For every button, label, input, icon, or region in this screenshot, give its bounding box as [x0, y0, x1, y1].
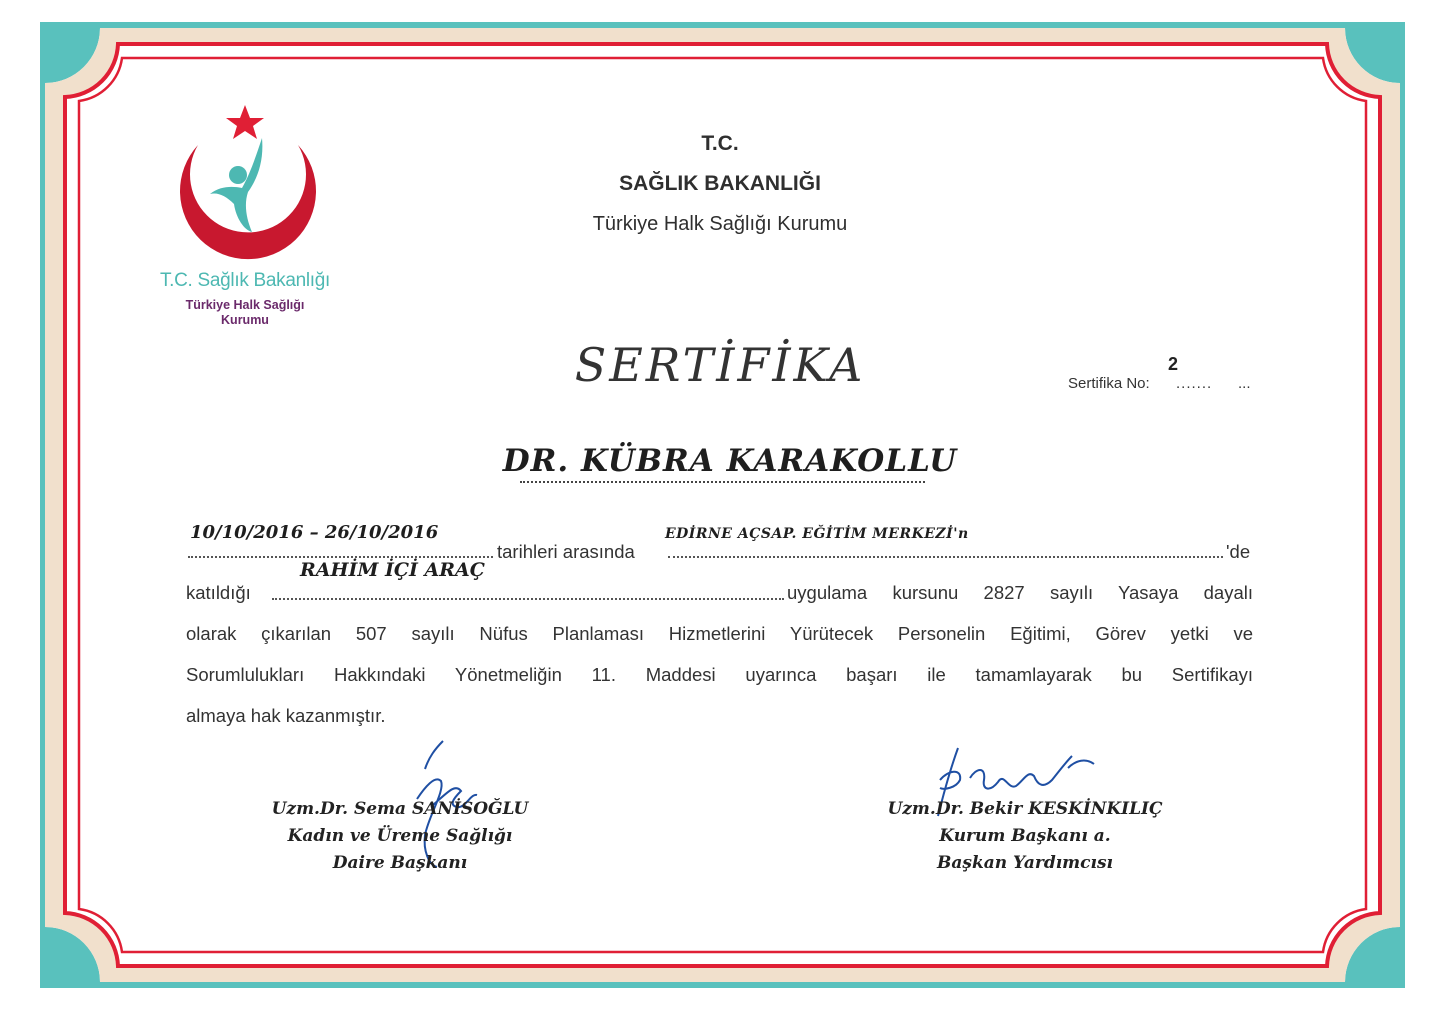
logo-subtitle-line2: Kurumu	[221, 313, 269, 327]
certificate-number-dots: .......	[1176, 375, 1213, 392]
dates-suffix: tarihleri arasında	[497, 541, 635, 562]
crescent-icon	[180, 145, 316, 259]
header-tc: T.C.	[701, 132, 739, 155]
person-figure-icon	[210, 138, 262, 232]
logo-subtitle	[150, 298, 340, 328]
attended-label: katıldığı	[186, 582, 251, 603]
right-signatory-title2: Başkan Yardımcısı	[937, 853, 1113, 873]
header-institution: Türkiye Halk Sağlığı Kurumu	[592, 213, 848, 235]
course-dotted-line	[272, 598, 784, 600]
body-line4-a: Sorumlulukları Hakkındaki Yönetmeliğin	[186, 664, 562, 685]
training-center: EDİRNE AÇSAP. EĞİTİM MERKEZİ'n	[665, 526, 969, 542]
dates-dotted-line	[188, 556, 493, 558]
recipient-name: DR. KÜBRA KARAKOLLU	[502, 443, 958, 479]
body-line4	[186, 664, 1253, 686]
body-line4-number: 11.	[591, 664, 616, 685]
body-line2: uygulama kursunu 2827 sayılı Yasaya dayalı	[787, 582, 1253, 603]
body-line4-b: Maddesi uyarınca başarı ile tamamlayarak bu Sertifikayı	[645, 664, 1253, 685]
certificate-title: SERTİFİKA	[574, 338, 866, 392]
left-signatory-name: Uzm.Dr. Sema SANİSOĞLU	[271, 799, 529, 819]
body-line3: olarak çıkarılan 507 sayılı Nüfus Planlaması Hizmetlerini Yürütecek Personelin Eğitimi, Görev yetki ve	[186, 623, 1253, 644]
course-dates: 10/10/2016 – 26/10/2016	[190, 522, 439, 543]
certificate-number-tail: ...	[1238, 375, 1251, 392]
center-dotted-line	[668, 556, 1223, 558]
right-signatory-name: Uzm.Dr. Bekir KESKİNKILIÇ	[887, 799, 1163, 819]
center-suffix: 'de	[1226, 541, 1251, 562]
header-ministry: SAĞLIK BAKANLIĞI	[619, 172, 821, 195]
left-signature-block	[240, 796, 560, 877]
right-signature-block	[855, 796, 1195, 877]
course-name: RAHİM İÇİ ARAÇ	[300, 559, 485, 581]
logo-subtitle-line1: Türkiye Halk Sağlığı	[185, 298, 305, 312]
recipient-underline	[520, 481, 925, 483]
right-signatory-title1: Kurum Başkanı a.	[939, 826, 1111, 846]
certificate-number-value: 2	[1168, 354, 1179, 374]
logo-name: T.C. Sağlık Bakanlığı	[159, 270, 331, 291]
body-line5: almaya hak kazanmıştır.	[186, 705, 386, 726]
certificate-number-label: Sertifika No:	[1068, 375, 1150, 392]
left-signatory-title2: Daire Başkanı	[332, 853, 468, 873]
star-icon	[226, 105, 264, 139]
left-signatory-title1: Kadın ve Üreme Sağlığı	[287, 826, 513, 846]
crescent-star-person-emblem	[170, 100, 330, 270]
